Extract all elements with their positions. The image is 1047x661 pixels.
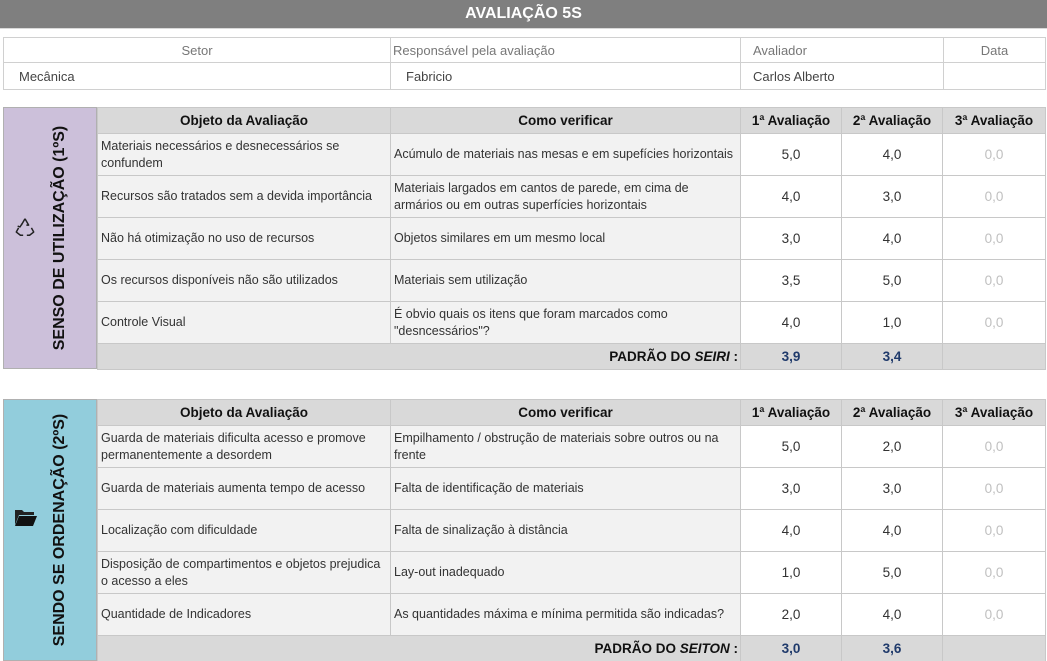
average-value-avg1: 3,0: [741, 636, 842, 661]
score-cell-av1[interactable]: 1,0: [741, 552, 842, 594]
score-cell-av1[interactable]: 2,0: [741, 594, 842, 636]
table-row: [98, 176, 1046, 218]
score-cell-av1[interactable]: 4,0: [741, 176, 842, 218]
objeto-cell: Materiais necessários e desnecessários se confundem: [98, 134, 391, 176]
average-label: PADRÃO DO SEIRI :: [98, 344, 741, 370]
objeto-cell: Guarda de materiais aumenta tempo de acesso: [98, 468, 391, 510]
score-cell-av1[interactable]: 5,0: [741, 134, 842, 176]
score-cell-av2[interactable]: 4,0: [842, 218, 943, 260]
como-verificar-cell: As quantidades máxima e mínima permitida são indicadas?: [391, 594, 741, 636]
table-row: [98, 260, 1046, 302]
section-seiton: [3, 399, 1045, 661]
score-cell-av3[interactable]: 0,0: [943, 176, 1046, 218]
como-verificar-cell: Materiais sem utilização: [391, 260, 741, 302]
table-row: [98, 302, 1046, 344]
column-header-av3: 3ª Avaliação: [943, 400, 1046, 426]
score-cell-av2[interactable]: 1,0: [842, 302, 943, 344]
table-row: [98, 218, 1046, 260]
column-header-av2: 2ª Avaliação: [842, 400, 943, 426]
score-cell-av2[interactable]: 4,0: [842, 134, 943, 176]
column-header-como: Como verificar: [391, 400, 741, 426]
average-value-empty: [943, 344, 1046, 370]
evaluation-table: [97, 107, 1046, 370]
section-title: SENDO SE ORDENAÇÃO (2ºS): [51, 413, 68, 647]
column-header-av2: 2ª Avaliação: [842, 108, 943, 134]
score-cell-av1[interactable]: 3,0: [741, 468, 842, 510]
column-header-objeto: Objeto da Avaliação: [98, 400, 391, 426]
table-header-row: [98, 108, 1046, 134]
header-setor: Setor: [4, 38, 391, 63]
score-cell-av2[interactable]: 4,0: [842, 510, 943, 552]
section-seiri: [3, 107, 1045, 369]
objeto-cell: Guarda de materiais dificulta acesso e promove permanentemente a desordem: [98, 426, 391, 468]
score-cell-av3[interactable]: 0,0: [943, 302, 1046, 344]
como-verificar-cell: Materiais largados em cantos de parede, em cima de armários ou em outras superfícies horizontais: [391, 176, 741, 218]
section-side-label: [3, 399, 97, 661]
table-header-row: [98, 400, 1046, 426]
score-cell-av2[interactable]: 5,0: [842, 260, 943, 302]
header-responsavel: Responsável pela avaliação: [391, 38, 741, 63]
score-cell-av1[interactable]: 3,0: [741, 218, 842, 260]
average-row: [98, 344, 1046, 370]
table-row: [98, 510, 1046, 552]
score-cell-av1[interactable]: 4,0: [741, 302, 842, 344]
average-value-empty: [943, 636, 1046, 661]
table-row: [98, 426, 1046, 468]
score-cell-av1[interactable]: 5,0: [741, 426, 842, 468]
como-verificar-cell: É obvio quais os itens que foram marcados como "desncessários"?: [391, 302, 741, 344]
como-verificar-cell: Falta de identificação de materiais: [391, 468, 741, 510]
data-cell[interactable]: [944, 63, 1046, 90]
score-cell-av1[interactable]: 3,5: [741, 260, 842, 302]
score-cell-av2[interactable]: 3,0: [842, 176, 943, 218]
evaluation-table: [97, 399, 1046, 661]
score-cell-av3[interactable]: 0,0: [943, 218, 1046, 260]
table-row: [98, 552, 1046, 594]
header-data: Data: [944, 38, 1046, 63]
recycle-icon: [14, 216, 36, 243]
objeto-cell: Localização com dificuldade: [98, 510, 391, 552]
score-cell-av2[interactable]: 4,0: [842, 594, 943, 636]
como-verificar-cell: Empilhamento / obstrução de materiais sobre outros ou na frente: [391, 426, 741, 468]
open-folder-icon: [14, 507, 38, 532]
score-cell-av3[interactable]: 0,0: [943, 594, 1046, 636]
column-header-av1: 1ª Avaliação: [741, 108, 842, 134]
score-cell-av3[interactable]: 0,0: [943, 468, 1046, 510]
page-title: AVALIAÇÃO 5S: [0, 0, 1047, 29]
score-cell-av3[interactable]: 0,0: [943, 552, 1046, 594]
column-header-av1: 1ª Avaliação: [741, 400, 842, 426]
column-header-av3: 3ª Avaliação: [943, 108, 1046, 134]
score-cell-av3[interactable]: 0,0: [943, 426, 1046, 468]
column-header-objeto: Objeto da Avaliação: [98, 108, 391, 134]
section-side-label: [3, 107, 97, 369]
como-verificar-cell: Objetos similares em um mesmo local: [391, 218, 741, 260]
como-verificar-cell: Falta de sinalização à distância: [391, 510, 741, 552]
average-row: [98, 636, 1046, 661]
table-row: [98, 594, 1046, 636]
header-avaliador: Avaliador: [741, 38, 944, 63]
setor-cell[interactable]: Mecânica: [4, 63, 391, 90]
objeto-cell: Recursos são tratados sem a devida importância: [98, 176, 391, 218]
objeto-cell: Os recursos disponíveis não são utilizados: [98, 260, 391, 302]
average-value-avg2: 3,4: [842, 344, 943, 370]
score-cell-av2[interactable]: 3,0: [842, 468, 943, 510]
como-verificar-cell: Acúmulo de materiais nas mesas e em supefícies horizontais: [391, 134, 741, 176]
avaliador-cell[interactable]: Carlos Alberto: [741, 63, 944, 90]
info-table: [3, 37, 1046, 90]
score-cell-av3[interactable]: 0,0: [943, 510, 1046, 552]
objeto-cell: Quantidade de Indicadores: [98, 594, 391, 636]
objeto-cell: Disposição de compartimentos e objetos prejudica o acesso a eles: [98, 552, 391, 594]
average-value-avg2: 3,6: [842, 636, 943, 661]
score-cell-av3[interactable]: 0,0: [943, 134, 1046, 176]
objeto-cell: Controle Visual: [98, 302, 391, 344]
como-verificar-cell: Lay-out inadequado: [391, 552, 741, 594]
responsavel-cell[interactable]: Fabricio: [391, 63, 741, 90]
table-row: [98, 468, 1046, 510]
score-cell-av2[interactable]: 5,0: [842, 552, 943, 594]
average-label: PADRÃO DO SEITON :: [98, 636, 741, 661]
score-cell-av2[interactable]: 2,0: [842, 426, 943, 468]
section-title: SENSO DE UTILIZAÇÃO (1ºS): [51, 125, 68, 351]
table-row: [98, 134, 1046, 176]
score-cell-av3[interactable]: 0,0: [943, 260, 1046, 302]
objeto-cell: Não há otimização no uso de recursos: [98, 218, 391, 260]
average-value-avg1: 3,9: [741, 344, 842, 370]
score-cell-av1[interactable]: 4,0: [741, 510, 842, 552]
column-header-como: Como verificar: [391, 108, 741, 134]
